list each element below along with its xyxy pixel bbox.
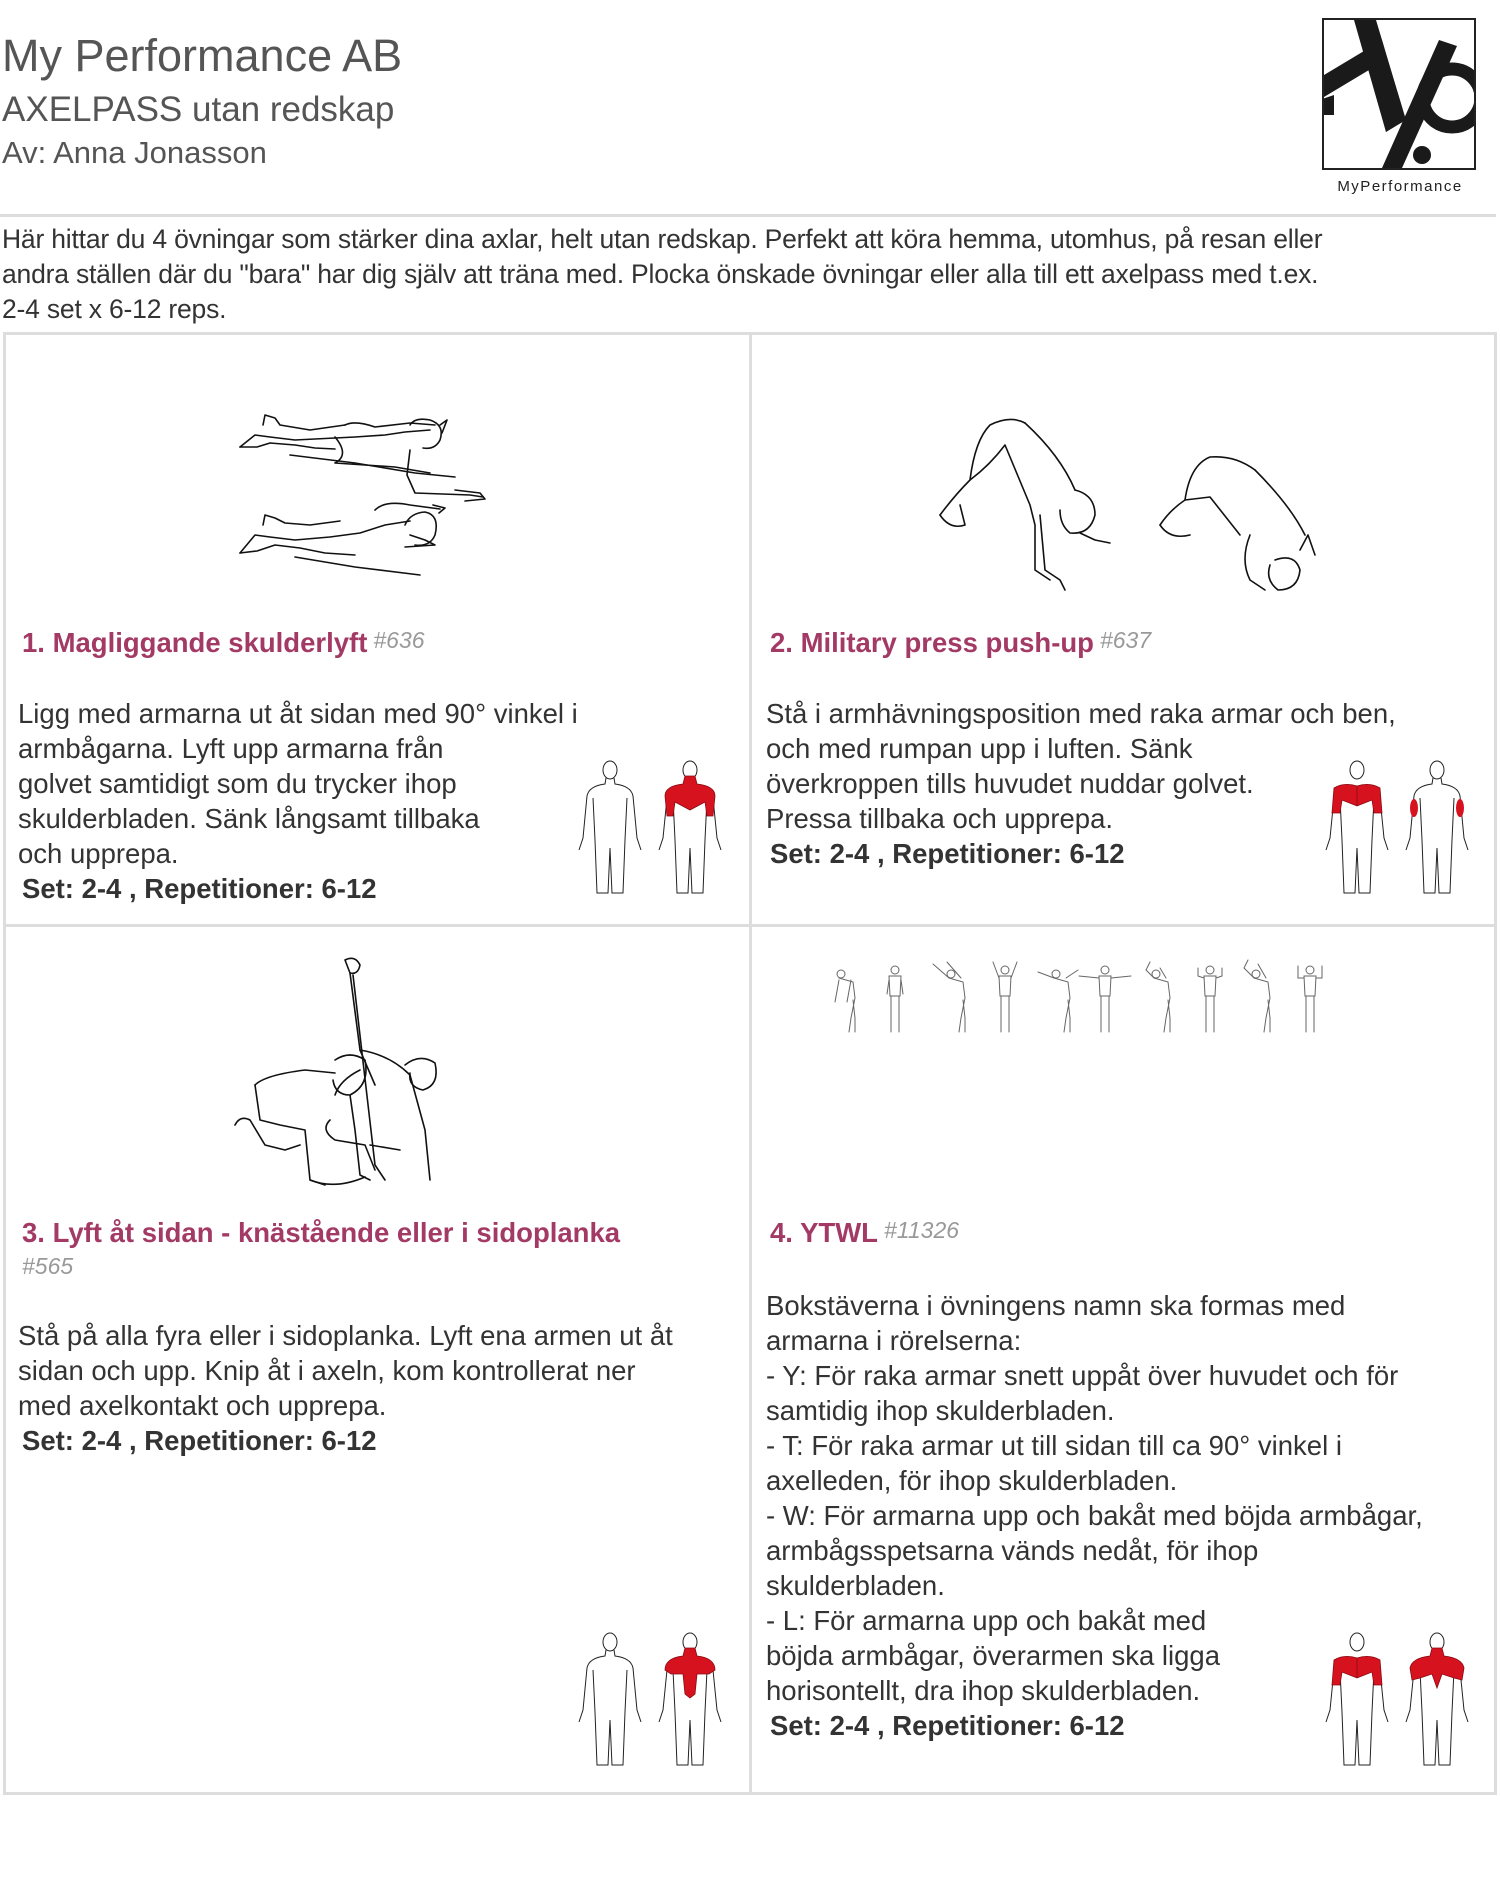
author-line: Av: Anna Jonasson	[2, 135, 267, 170]
exercise-title-text: 2. Military press push-up	[770, 627, 1094, 658]
description-line: Pressa tillbaka och upprepa.	[766, 803, 1114, 834]
exercise-title-text: 1. Magliggande skulderlyft	[22, 627, 368, 658]
muscle-map-deltoids-trapezius-icon	[1322, 1630, 1482, 1772]
ytwl-step-figure	[1146, 962, 1170, 1032]
logo-wordmark: MyPerformance	[1337, 178, 1463, 195]
exercise-2-set-reps: Set: 2-4 , Repetitioner: 6-12	[770, 838, 1125, 869]
description-line: och upprepa.	[18, 838, 179, 869]
myperformance-logo	[1322, 18, 1476, 170]
ytwl-step-figure	[1298, 966, 1322, 1032]
description-line: Ligg med armarna ut åt sidan med 90° vinkel i	[18, 698, 578, 729]
grid-row-divider	[3, 924, 1497, 927]
pike-push-up-figure-icon	[920, 385, 1320, 595]
description-line: skulderbladen.	[766, 1570, 945, 1601]
exercise-number: #636	[373, 627, 425, 653]
intro-line: Här hittar du 4 övningar som stärker dina axlar, helt utan redskap. Perfekt att köra hemma, utomhus, på resan eller	[2, 224, 1323, 254]
exercise-1-illustration	[235, 385, 505, 585]
description-line: horisontellt, dra ihop skulderbladen.	[766, 1675, 1201, 1706]
exercise-2-title	[770, 626, 1151, 661]
description-line: och med rumpan upp i luften. Sänk	[766, 733, 1193, 764]
exercise-4-illustration	[815, 955, 1415, 1035]
logo-mark-icon	[1324, 20, 1474, 168]
description-line: - Y: För raka armar snett uppåt över huvudet och för	[766, 1360, 1399, 1391]
exercise-title-text: 4. YTWL	[770, 1217, 878, 1248]
muscle-map-trapezius-icon	[575, 1630, 735, 1772]
ytwl-step-figure	[1038, 970, 1078, 1032]
exercise-2-muscle-map	[1322, 758, 1482, 900]
workout-subtitle: AXELPASS utan redskap	[2, 90, 395, 129]
ytwl-sequence-figures-icon	[815, 955, 1415, 1035]
exercise-number: #565	[22, 1253, 74, 1279]
muscle-map-deltoids-triceps-icon	[1322, 758, 1482, 900]
description-line: armarna i rörelserna:	[766, 1325, 1022, 1356]
exercise-4-muscle-map	[1322, 1630, 1482, 1772]
exercise-4-title	[770, 1216, 959, 1251]
description-line: - T: För raka armar ut till sidan till ca 90° vinkel i	[766, 1430, 1342, 1461]
exercise-1-title	[22, 626, 425, 661]
exercise-title-text: 3. Lyft åt sidan - knästående eller i sidoplanka	[22, 1217, 621, 1248]
description-line: Stå på alla fyra eller i sidoplanka. Lyft ena armen ut åt	[18, 1320, 673, 1351]
page-title: My Performance AB	[2, 30, 403, 81]
intro-line: andra ställen där du "bara" har dig själv att träna med. Plocka önskade övningar eller alla till ett axelpass med t.ex.	[2, 259, 1319, 289]
ytwl-step-figure	[993, 962, 1017, 1032]
description-line: armbågsspetsarna vänds nedåt, för ihop	[766, 1535, 1259, 1566]
description-line: skulderbladen. Sänk långsamt tillbaka	[18, 803, 480, 834]
exercise-1-muscle-map	[575, 758, 735, 900]
exercise-number: #637	[1099, 627, 1152, 653]
description-line: - W: För armarna upp och bakåt med böjda armbågar,	[766, 1500, 1423, 1531]
description-line: med axelkontakt och upprepa.	[18, 1390, 387, 1421]
description-line: böjda armbågar, överarmen ska ligga	[766, 1640, 1221, 1671]
ytwl-step-figure	[1198, 966, 1222, 1032]
prone-shoulder-lift-figure-icon	[235, 385, 505, 585]
ytwl-step-figure	[1244, 960, 1270, 1032]
exercise-4-set-reps: Set: 2-4 , Repetitioner: 6-12	[770, 1710, 1125, 1741]
muscle-map-back-shoulders-icon	[575, 758, 735, 900]
exercise-3-muscle-map	[575, 1630, 735, 1772]
exercise-3-description	[18, 1318, 728, 1423]
description-line: golvet samtidigt som du trycker ihop	[18, 768, 457, 799]
intro-paragraph	[2, 222, 1496, 327]
description-line: armbågarna. Lyft upp armarna från	[18, 733, 444, 764]
ytwl-step-figure	[887, 966, 903, 1032]
header-divider	[0, 214, 1496, 217]
exercise-1-set-reps: Set: 2-4 , Repetitioner: 6-12	[22, 873, 377, 904]
exercise-3-set-reps: Set: 2-4 , Repetitioner: 6-12	[22, 1425, 377, 1456]
exercise-1-description	[18, 696, 578, 871]
grid-column-divider	[749, 332, 752, 1795]
intro-line: 2-4 set x 6-12 reps.	[2, 294, 227, 324]
description-line: Stå i armhävningsposition med raka armar och ben,	[766, 698, 1396, 729]
description-line: - L: För armarna upp och bakåt med	[766, 1605, 1207, 1636]
exercise-3-title	[22, 1216, 620, 1250]
ytwl-step-figure	[933, 962, 965, 1032]
kneeling-lateral-raise-figure-icon	[225, 955, 565, 1195]
exercise-3-illustration	[225, 955, 565, 1195]
exercise-2-illustration	[920, 385, 1320, 595]
description-line: Bokstäverna i övningens namn ska formas med	[766, 1290, 1346, 1321]
ytwl-step-figure	[1079, 966, 1131, 1032]
description-line: axelleden, för ihop skulderbladen.	[766, 1465, 1178, 1496]
description-line: överkroppen tills huvudet nuddar golvet.	[766, 768, 1254, 799]
exercise-number: #11326	[883, 1217, 960, 1243]
ytwl-step-figure	[835, 970, 855, 1032]
description-line: samtidig ihop skulderbladen.	[766, 1395, 1115, 1426]
description-line: sidan och upp. Knip åt i axeln, kom kontrollerat ner	[18, 1355, 636, 1386]
